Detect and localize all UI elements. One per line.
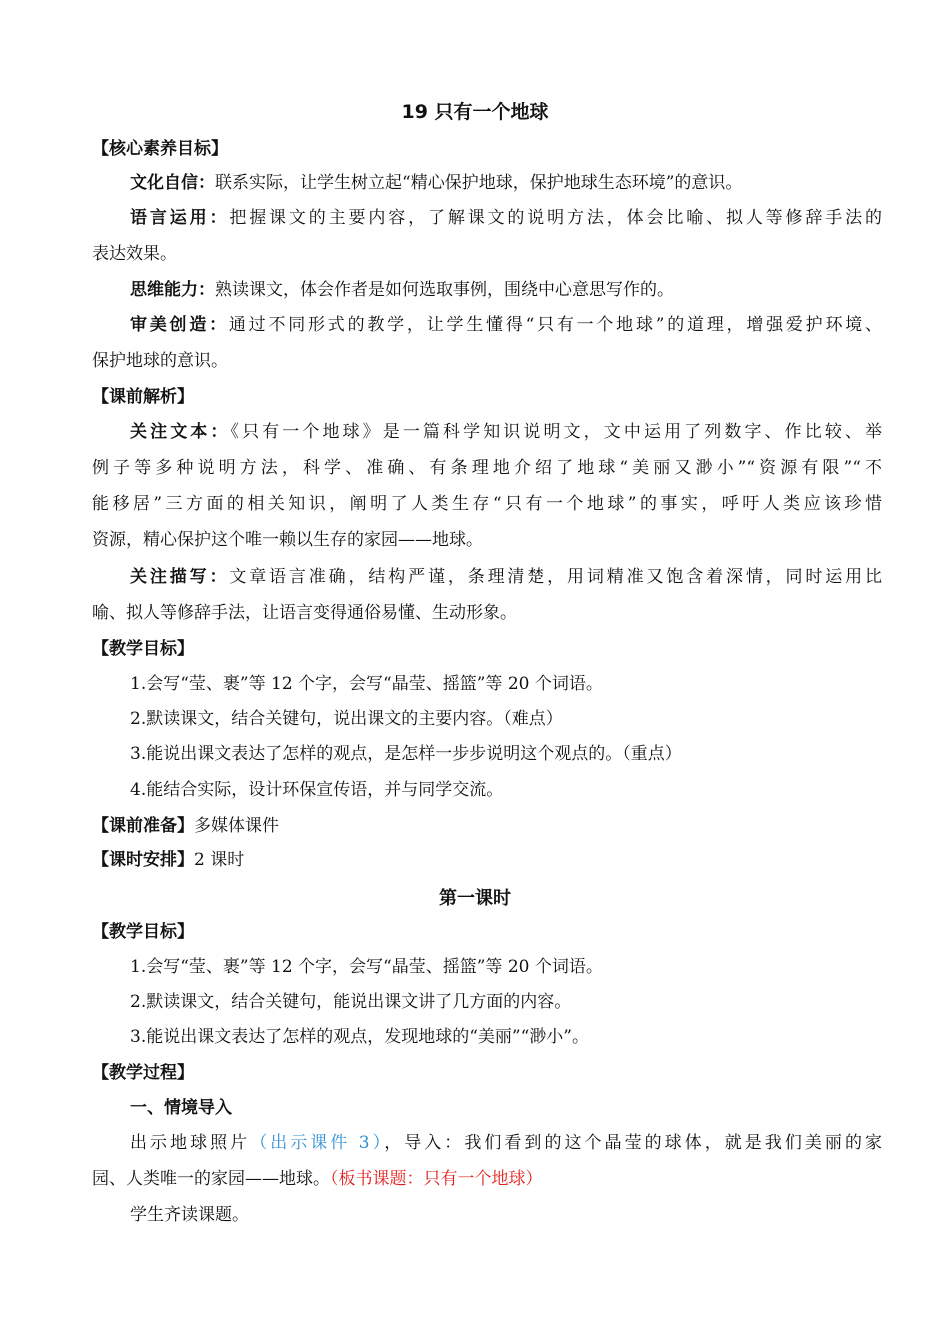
core-item-aesthetic [130,313,882,337]
core-item-text: 熟读课文，体会作者是如何选取事例，围绕中心意思写作的。 [215,280,674,300]
prep-text: 多媒体课件 [194,816,279,836]
document-title: 19 只有一个地球 [401,101,549,123]
analysis-text-line: 例子等多种说明方法，科学、准确、有条理地介绍了地球“美丽又渺小”“资源有限”“不 [92,458,882,478]
analysis-desc-line: 喻、拟人等修辞手法，让语言变得通俗易懂、生动形象。 [92,603,517,623]
board-title-note: （板书课题：只有一个地球） [330,1169,543,1189]
step-heading: 一、情境导入 [130,1098,232,1118]
core-item-text: 把握课文的主要内容，了解课文的说明方法，体会比喻、拟人等修辞手法的 [229,208,883,228]
core-item-culture [130,171,882,195]
prep-line [92,814,882,838]
section-heading-lesson-goals: 【教学目标】 [92,922,194,942]
lesson-goal-item: 3.能说出课文表达了怎样的观点，发现地球的“美丽”“渺小”。 [130,1027,589,1047]
process-paragraph-line: 学生齐读课题。 [130,1205,249,1225]
process-paragraph-line [130,1131,882,1155]
section-heading-process: 【教学过程】 [92,1063,194,1083]
section-heading-analysis: 【课前解析】 [92,387,194,407]
analysis-text-line: 资源，精心保护这个唯一赖以生存的家园——地球。 [92,530,483,550]
section-heading-core: 【核心素养目标】 [92,139,228,159]
analysis-label: 关注文本： [130,422,231,442]
core-item-language-cont: 表达效果。 [92,244,177,264]
goal-item: 4.能结合实际，设计环保宣传语，并与同学交流。 [130,780,504,800]
section-heading-goals: 【教学目标】 [92,639,194,659]
core-item-label: 审美创造： [130,315,229,335]
process-text: 出示地球照片 [130,1133,251,1153]
process-text: 园、人类唯一的家园——地球。 [92,1169,330,1189]
schedule-line [92,848,882,872]
goal-item: 1.会写“莹、裹”等 12 个字，会写“晶莹、摇篮”等 20 个词语。 [130,674,603,694]
goal-item: 2.默读课文，结合关键句，说出课文的主要内容。（难点） [130,709,563,729]
process-paragraph-line [92,1167,882,1191]
core-item-label: 思维能力： [130,280,215,300]
lesson-goal-item: 2.默读课文，结合关键句，能说出课文讲了几方面的内容。 [130,992,572,1012]
process-text: ，导入：我们看到的这个晶莹的球体，就是我们美丽的家 [384,1133,883,1153]
schedule-heading: 【课时安排】 [92,850,194,870]
core-item-language [130,206,882,230]
lesson-title: 第一课时 [439,888,511,909]
core-item-aesthetic-cont: 保护地球的意识。 [92,351,228,371]
analysis-text-line: 能移居”三方面的相关知识，阐明了人类生存“只有一个地球”的事实，呼吁人类应该珍惜 [92,494,882,514]
core-item-label: 文化自信： [130,173,215,193]
core-item-text: 通过不同形式的教学，让学生懂得“只有一个地球”的道理，增强爱护环境、 [228,315,883,335]
analysis-desc-line [130,565,882,589]
core-item-text: 联系实际，让学生树立起“精心保护地球，保护地球生态环境”的意识。 [215,173,743,193]
schedule-text: 2 课时 [194,850,245,870]
analysis-label: 关注描写： [130,567,230,587]
analysis-text: 《只有一个地球》是一篇科学知识说明文，文中运用了列数字、作比较、举 [230,422,883,442]
goal-item: 3.能说出课文表达了怎样的观点，是怎样一步步说明这个观点的。（重点） [130,744,682,764]
analysis-text: 文章语言准确，结构严谨，条理清楚，用词精准又饱含着深情，同时运用比 [229,567,883,587]
core-item-thinking [130,278,882,302]
courseware-note: （出示课件 3） [250,1133,385,1153]
lesson-goal-item: 1.会写“莹、裹”等 12 个字，会写“晶莹、摇篮”等 20 个词语。 [130,957,603,977]
analysis-text-line [130,420,882,444]
core-item-label: 语言运用： [130,208,230,228]
prep-heading: 【课前准备】 [92,816,194,836]
